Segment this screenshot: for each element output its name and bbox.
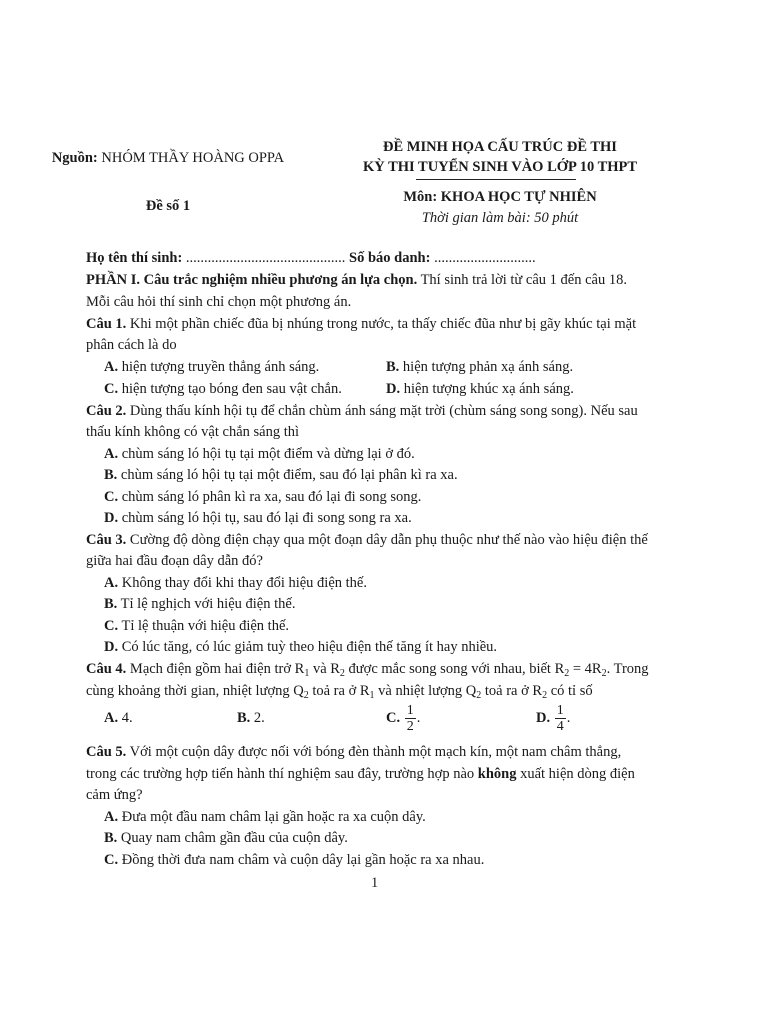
option-label: B.: [237, 710, 251, 726]
option-label: A.: [104, 575, 119, 591]
q4-text: . Trong: [606, 661, 649, 677]
q1-option-a: [104, 357, 319, 377]
exam-title-line1: ĐỀ MINH HỌA CẤU TRÚC ĐỀ THI: [383, 139, 617, 155]
subscript: 2: [542, 690, 548, 701]
q1-stem: [86, 314, 636, 334]
q4-option-c: [386, 701, 420, 735]
candidate-name-label: Họ tên thí sinh:: [86, 250, 183, 266]
option-label: C.: [386, 710, 401, 726]
q2-option-b: [104, 465, 458, 485]
option-label: D.: [536, 710, 551, 726]
subscript: 1: [369, 690, 375, 701]
q5-text: xuất hiện dòng điện: [520, 766, 635, 782]
option-text: Không thay đổi khi thay đổi hiệu điện thế.: [121, 575, 367, 591]
q2-label: Câu 2.: [86, 403, 127, 419]
q3-text1: Cường độ dòng điện chạy qua một đoạn dây dẫn phụ thuộc như thế nào vào hiệu điện thế: [129, 532, 648, 548]
subscript: 2: [564, 668, 570, 679]
option-text: hiện tượng phản xạ ánh sáng.: [402, 359, 574, 375]
option-text: 2.: [253, 710, 265, 726]
part1-instruction: Thí sinh trả lời từ câu 1 đến câu 18.: [420, 272, 627, 288]
q4-text: Mạch điện gồm hai điện trở R: [129, 661, 305, 677]
subscript: 2: [303, 690, 309, 701]
option-label: A.: [104, 359, 119, 375]
candidate-name-dots: ............................................: [185, 250, 346, 266]
option-text: Tỉ lệ nghịch với hiệu điện thế.: [120, 596, 296, 612]
q1-label: Câu 1.: [86, 316, 127, 332]
q5-option-c: [104, 850, 484, 870]
q4-text: được mắc song song với nhau, biết R: [344, 661, 565, 677]
option-text: chùm sáng ló hội tụ, sau đó lại đi song song ra xa.: [121, 510, 412, 526]
q3-option-a: [104, 573, 367, 593]
candidate-line: [86, 248, 536, 268]
q4-text: cùng khoảng thời gian, nhiệt lượng Q: [86, 683, 304, 699]
q4-label: Câu 4.: [86, 661, 127, 677]
q2-text2: thấu kính không có vật chắn sáng thì: [86, 424, 300, 440]
option-text: Đồng thời đưa nam châm và cuộn dây lại gần hoặc ra xa nhau.: [121, 852, 485, 868]
part1-heading: PHẦN I. Câu trắc nghiệm nhiều phương án lựa chọn.: [86, 272, 418, 288]
subscript: 2: [601, 668, 607, 679]
option-text: hiện tượng tạo bóng đen sau vật chắn.: [121, 381, 342, 397]
fraction-denominator: 2: [406, 719, 414, 735]
candidate-id-label: Số báo danh:: [349, 250, 431, 266]
q5-stem-line2: [86, 764, 635, 784]
fraction-denominator: 4: [556, 719, 564, 735]
q1-option-d: [386, 379, 574, 399]
option-text: .: [566, 710, 571, 726]
q1-option-c: [104, 379, 342, 399]
q5-emphasis: không: [477, 766, 517, 782]
q4-text: và R: [309, 661, 340, 677]
q4-text: = 4R: [569, 661, 602, 677]
q2-option-a: [104, 444, 415, 464]
q1-text1: Khi một phần chiếc đũa bị nhúng trong nước, ta thấy chiếc đũa như bị gãy khúc tại mặt: [129, 316, 637, 332]
subscript: 2: [339, 668, 345, 679]
q3-option-d: [104, 637, 497, 657]
q2-option-c: [104, 487, 421, 507]
q4-text: toả ra ở R: [308, 683, 370, 699]
option-label: A.: [104, 446, 119, 462]
fraction-numerator: 1: [556, 703, 564, 719]
q5-option-b: [104, 828, 348, 848]
option-text: hiện tượng khúc xạ ánh sáng.: [403, 381, 574, 397]
q5-text1: Với một cuộn dây được nối với bóng đèn thành một mạch kín, một nam châm thẳng,: [129, 744, 622, 760]
option-text: Có lúc tăng, có lúc giảm tuỳ theo hiệu điện thế tăng ít hay nhiều.: [121, 639, 498, 655]
option-text: chùm sáng ló phân kì ra xa, sau đó lại đi song song.: [121, 489, 422, 505]
option-label: C.: [104, 381, 119, 397]
q4-text: và nhiệt lượng Q: [374, 683, 477, 699]
option-text: chùm sáng ló hội tụ tại một điểm, sau đó lại phân kì ra xa.: [120, 467, 458, 483]
q4-option-d: [536, 701, 570, 735]
q1-option-b: [386, 357, 573, 377]
q2-text1: Dùng thấu kính hội tụ để chắn chùm ánh sáng mặt trời (chùm sáng song song). Nếu sau: [129, 403, 638, 419]
q2-stem: [86, 401, 638, 421]
time-line: Thời gian làm bài: 50 phút: [421, 210, 579, 226]
fraction: [405, 703, 416, 734]
q5-stem: [86, 742, 621, 762]
option-label: B.: [104, 830, 118, 846]
option-text: Tỉ lệ thuận với hiệu điện thế.: [121, 618, 290, 634]
exam-title-line2: KỲ THI TUYỂN SINH VÀO LỚP 10 THPT: [362, 159, 638, 175]
q3-stem: [86, 530, 648, 550]
option-label: D.: [104, 639, 119, 655]
q4-stem-line2: [86, 681, 593, 701]
exam-number: Đề số 1: [145, 198, 191, 214]
option-text: .: [416, 710, 421, 726]
source-label: Nguồn:: [51, 150, 98, 166]
q5-text: trong các trường hợp tiến hành thí nghiệm sau đây, trường hợp nào: [86, 766, 475, 782]
option-label: A.: [104, 710, 119, 726]
q1-text2: phân cách là do: [86, 337, 177, 353]
page-number: 1: [371, 875, 379, 891]
q4-stem: [86, 659, 649, 679]
q4-option-a: [104, 708, 133, 728]
q3-text2: giữa hai đầu đoạn dây dẫn đó?: [86, 553, 263, 569]
option-label: C.: [104, 489, 119, 505]
header-divider: [416, 179, 576, 180]
candidate-id-dots: ............................: [434, 250, 536, 266]
option-label: D.: [386, 381, 401, 397]
q3-option-c: [104, 616, 289, 636]
option-label: A.: [104, 809, 119, 825]
q3-label: Câu 3.: [86, 532, 127, 548]
q5-label: Câu 5.: [86, 744, 127, 760]
option-text: Đưa một đầu nam châm lại gần hoặc ra xa cuộn dây.: [121, 809, 426, 825]
q5-option-a: [104, 807, 426, 827]
subscript: 2: [476, 690, 482, 701]
option-label: B.: [104, 596, 118, 612]
option-text: chùm sáng ló hội tụ tại một điểm và dừng lại ở đó.: [121, 446, 415, 462]
option-label: B.: [104, 467, 118, 483]
source-name: NHÓM THẦY HOÀNG OPPA: [101, 150, 285, 166]
option-text: Quay nam châm gần đầu của cuộn dây.: [120, 830, 348, 846]
option-label: C.: [104, 618, 119, 634]
part1-instruction2: Mỗi câu hỏi thí sinh chỉ chọn một phương án.: [86, 294, 352, 310]
subscript: 1: [304, 668, 310, 679]
subject-line: Môn: KHOA HỌC TỰ NHIÊN: [403, 189, 597, 205]
option-label: D.: [104, 510, 119, 526]
q2-option-d: [104, 508, 412, 528]
fraction: [555, 703, 566, 734]
q4-option-b: [237, 708, 265, 728]
option-text: 4.: [121, 710, 133, 726]
option-text: hiện tượng truyền thẳng ánh sáng.: [121, 359, 320, 375]
fraction-numerator: 1: [406, 703, 414, 719]
source-line: [0, 148, 336, 168]
part1-heading-line: [86, 270, 627, 290]
q4-text: toả ra ở R: [481, 683, 543, 699]
option-label: B.: [386, 359, 400, 375]
option-label: C.: [104, 852, 119, 868]
q5-text3: cảm ứng?: [86, 787, 143, 803]
q4-text: có tỉ số: [547, 683, 593, 699]
q3-option-b: [104, 594, 295, 614]
